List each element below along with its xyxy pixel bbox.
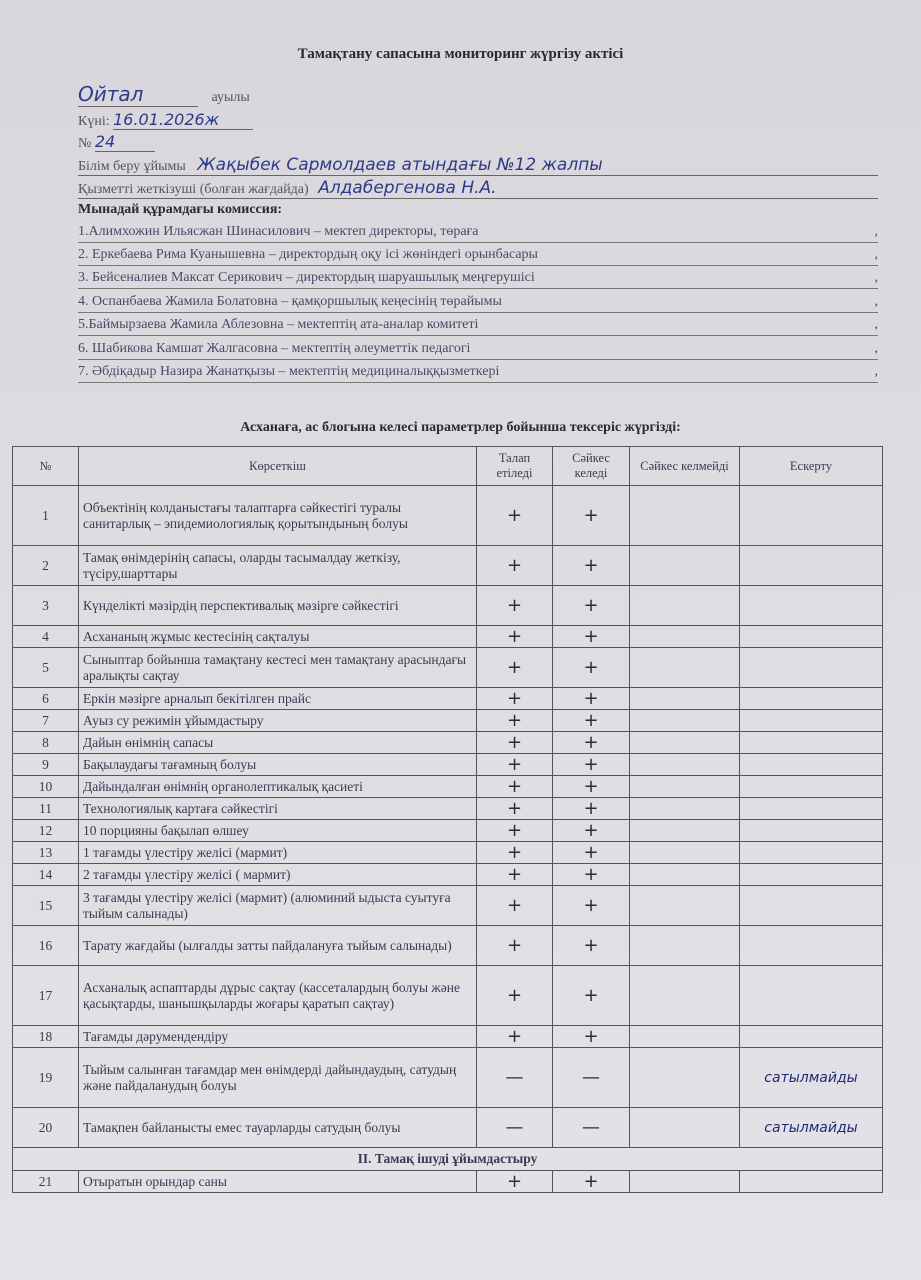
row-compliant-mark: + xyxy=(553,820,630,842)
row-number: 19 xyxy=(13,1048,79,1108)
row-number: 17 xyxy=(13,966,79,1026)
row-noncompliant-mark xyxy=(630,1108,740,1148)
row-compliant-mark: + xyxy=(553,966,630,1026)
row-noncompliant-mark xyxy=(630,798,740,820)
row-required-mark: + xyxy=(477,926,553,966)
date-label: Күні: xyxy=(78,114,110,129)
date-line xyxy=(78,110,253,130)
row-indicator: Дайындалған өнімнің органолептикалық қасиеті xyxy=(79,776,477,798)
row-note xyxy=(740,626,883,648)
table-row xyxy=(13,626,883,648)
table-row xyxy=(13,486,883,546)
table-row xyxy=(13,798,883,820)
table-row xyxy=(13,688,883,710)
row-required-mark: + xyxy=(477,842,553,864)
row-indicator: 3 тағамды үлестіру желісі (мармит) (алюминий ыдыста суытуға тыйым салынады) xyxy=(79,886,477,926)
row-required-mark: + xyxy=(477,710,553,732)
row-note xyxy=(740,966,883,1026)
row-note: сатылмайды xyxy=(740,1108,883,1148)
row-required-mark: + xyxy=(477,864,553,886)
row-noncompliant-mark xyxy=(630,586,740,626)
member-text: 5.Баймырзаева Жамила Аблезовна – мектептің ата-аналар комитеті xyxy=(78,317,479,332)
section-title: II. Тамақ ішуді ұйымдастыру xyxy=(13,1148,883,1171)
row-noncompliant-mark xyxy=(630,842,740,864)
member-comma: , xyxy=(874,270,878,285)
row-required-mark: + xyxy=(477,776,553,798)
table-row xyxy=(13,864,883,886)
row-note xyxy=(740,776,883,798)
row-number: 7 xyxy=(13,710,79,732)
table-row xyxy=(13,1026,883,1048)
row-compliant-mark: — xyxy=(553,1048,630,1108)
table-row xyxy=(13,546,883,586)
row-required-mark: + xyxy=(477,626,553,648)
row-compliant-mark: + xyxy=(553,732,630,754)
row-note xyxy=(740,688,883,710)
row-indicator: Технологиялық картаға сәйкестігі xyxy=(79,798,477,820)
row-number: 15 xyxy=(13,886,79,926)
table-row xyxy=(13,776,883,798)
row-note xyxy=(740,886,883,926)
provider-line xyxy=(78,178,878,199)
row-note xyxy=(740,486,883,546)
row-number: 10 xyxy=(13,776,79,798)
row-compliant-mark: + xyxy=(553,710,630,732)
member-text: 6. Шабикова Камшат Жалгасовна – мектептің әлеуметтік педагогі xyxy=(78,341,471,356)
row-indicator: Отыратын орындар саны xyxy=(79,1171,477,1193)
row-indicator: Бақылаудағы тағамның болуы xyxy=(79,754,477,776)
row-indicator: Күнделікті мәзірдің перспективалық мәзірге сәйкестігі xyxy=(79,586,477,626)
row-number: 14 xyxy=(13,864,79,886)
section-row xyxy=(13,1148,883,1171)
school-line xyxy=(78,155,878,176)
member-text: 2. Еркебаева Рима Куанышевна – директордың оқу ісі жөніндегі орынбасары xyxy=(78,247,538,262)
row-indicator: Асханалық аспаптарды дұрыс сақтау (кассеталардың болуы және қасықтарды, шанышқыларды жоғары қаратып сақтау) xyxy=(79,966,477,1026)
row-noncompliant-mark xyxy=(630,486,740,546)
row-note xyxy=(740,754,883,776)
row-required-mark: + xyxy=(477,546,553,586)
member-comma: , xyxy=(874,317,878,332)
row-number: 16 xyxy=(13,926,79,966)
provider-value: Алдабергенова Н.А. xyxy=(318,178,497,198)
row-indicator: Тамақпен байланысты емес тауарларды сатудың болуы xyxy=(79,1108,477,1148)
table-row xyxy=(13,966,883,1026)
row-indicator: Тыйым салынған тағамдар мен өнімдерді дайындаудың, сатудың және пайдаланудың болуы xyxy=(79,1048,477,1108)
inspection-subheading: Асханаға, ас блогына келесі параметрлер бойынша тексеріс жүргізді: xyxy=(240,420,681,435)
row-note xyxy=(740,842,883,864)
number-line xyxy=(78,132,155,152)
col-compliant-header: Сәйкес келеді xyxy=(553,447,630,486)
row-note xyxy=(740,926,883,966)
row-compliant-mark: + xyxy=(553,842,630,864)
table-row xyxy=(13,586,883,626)
row-indicator: 1 тағамды үлестіру желісі (мармит) xyxy=(79,842,477,864)
row-noncompliant-mark xyxy=(630,1048,740,1108)
table-row xyxy=(13,1048,883,1108)
table-row xyxy=(13,820,883,842)
row-indicator: 10 порцияны бақылап өлшеу xyxy=(79,820,477,842)
row-required-mark: + xyxy=(477,732,553,754)
row-indicator: Объектінің колданыстағы талаптарға сәйкестігі туралы санитарлық – эпидемиологиялық қорытындының болуы xyxy=(79,486,477,546)
row-noncompliant-mark xyxy=(630,1171,740,1193)
document-title: Тамақтану сапасына мониторинг жүргізу актісі xyxy=(297,46,624,62)
table-row xyxy=(13,732,883,754)
row-indicator: Сыныптар бойынша тамақтану кестесі мен тамақтану арасындағы аралықты сақтау xyxy=(79,648,477,688)
member-comma: , xyxy=(874,341,878,356)
row-required-mark: — xyxy=(477,1108,553,1148)
row-required-mark: + xyxy=(477,486,553,546)
row-compliant-mark: + xyxy=(553,546,630,586)
row-indicator: Асхананың жұмыс кестесінің сақталуы xyxy=(79,626,477,648)
row-indicator: Тарату жағдайы (ылғалды затты пайдалануға тыйым салынады) xyxy=(79,926,477,966)
row-indicator: Тамақ өнімдерінің сапасы, оларды тасымалдау жеткізу, түсіру,шарттары xyxy=(79,546,477,586)
row-required-mark: + xyxy=(477,886,553,926)
row-compliant-mark: — xyxy=(553,1108,630,1148)
village-value: Ойтал xyxy=(78,82,198,107)
commission-member xyxy=(78,292,878,313)
row-note xyxy=(740,546,883,586)
col-indicator-header: Көрсеткіш xyxy=(79,447,477,486)
row-number: 1 xyxy=(13,486,79,546)
row-noncompliant-mark xyxy=(630,1026,740,1048)
inspection-table xyxy=(12,446,883,1193)
table-row xyxy=(13,710,883,732)
school-label: Білім беру ұйымы xyxy=(78,159,186,174)
table-row xyxy=(13,842,883,864)
commission-label: Мынадай құрамдағы комиссия: xyxy=(78,202,283,217)
row-noncompliant-mark xyxy=(630,648,740,688)
row-compliant-mark: + xyxy=(553,486,630,546)
table-row xyxy=(13,754,883,776)
row-note xyxy=(740,710,883,732)
row-number: 21 xyxy=(13,1171,79,1193)
row-number: 11 xyxy=(13,798,79,820)
commission-member xyxy=(78,222,878,243)
row-number: 18 xyxy=(13,1026,79,1048)
member-comma: , xyxy=(874,294,878,309)
row-required-mark: + xyxy=(477,586,553,626)
commission-member xyxy=(78,315,878,336)
col-required-header: Талап етіледі xyxy=(477,447,553,486)
row-noncompliant-mark xyxy=(630,688,740,710)
row-number: 13 xyxy=(13,842,79,864)
row-compliant-mark: + xyxy=(553,1026,630,1048)
member-comma: , xyxy=(874,247,878,262)
row-note xyxy=(740,586,883,626)
row-noncompliant-mark xyxy=(630,546,740,586)
row-note: сатылмайды xyxy=(740,1048,883,1108)
row-noncompliant-mark xyxy=(630,820,740,842)
village-line xyxy=(78,82,250,107)
table-row xyxy=(13,926,883,966)
provider-label: Қызметті жеткізуші (болған жағдайда) xyxy=(78,182,309,197)
row-noncompliant-mark xyxy=(630,966,740,1026)
commission-member xyxy=(78,362,878,383)
date-value: 16.01.2026ж xyxy=(113,110,253,130)
row-number: 8 xyxy=(13,732,79,754)
row-required-mark: + xyxy=(477,648,553,688)
member-comma: , xyxy=(874,224,878,239)
row-required-mark: + xyxy=(477,820,553,842)
row-compliant-mark: + xyxy=(553,886,630,926)
member-text: 3. Бейсеналиев Максат Серикович – директордың шаруашылық меңгерушісі xyxy=(78,270,535,285)
row-note xyxy=(740,820,883,842)
row-noncompliant-mark xyxy=(630,864,740,886)
row-number: 6 xyxy=(13,688,79,710)
row-compliant-mark: + xyxy=(553,648,630,688)
row-number: 12 xyxy=(13,820,79,842)
row-noncompliant-mark xyxy=(630,754,740,776)
row-number: 20 xyxy=(13,1108,79,1148)
row-compliant-mark: + xyxy=(553,926,630,966)
table-row xyxy=(13,1171,883,1193)
row-note xyxy=(740,1171,883,1193)
row-compliant-mark: + xyxy=(553,688,630,710)
row-note xyxy=(740,648,883,688)
row-compliant-mark: + xyxy=(553,776,630,798)
row-note xyxy=(740,864,883,886)
row-required-mark: + xyxy=(477,798,553,820)
col-noncompliant-header: Сәйкес келмейді xyxy=(630,447,740,486)
member-text: 4. Оспанбаева Жамила Болатовна – қамқоршылық кеңесінің төрайымы xyxy=(78,294,502,309)
row-number: 4 xyxy=(13,626,79,648)
row-compliant-mark: + xyxy=(553,1171,630,1193)
row-note xyxy=(740,1026,883,1048)
row-required-mark: + xyxy=(477,688,553,710)
row-compliant-mark: + xyxy=(553,586,630,626)
number-label: № xyxy=(78,136,92,151)
table-row xyxy=(13,648,883,688)
school-value: Жақыбек Сармолдаев атындағы №12 жалпы xyxy=(197,155,603,175)
row-indicator: Еркін мәзірге арналып бекітілген прайс xyxy=(79,688,477,710)
row-compliant-mark: + xyxy=(553,754,630,776)
row-number: 5 xyxy=(13,648,79,688)
village-label: ауылы xyxy=(211,90,250,105)
row-compliant-mark: + xyxy=(553,864,630,886)
row-note xyxy=(740,798,883,820)
row-required-mark: + xyxy=(477,1171,553,1193)
row-number: 3 xyxy=(13,586,79,626)
row-indicator: Ауыз су режимін ұйымдастыру xyxy=(79,710,477,732)
row-indicator: Тағамды дәрумендендіру xyxy=(79,1026,477,1048)
number-value: 24 xyxy=(95,132,155,152)
row-indicator: Дайын өнімнің сапасы xyxy=(79,732,477,754)
row-noncompliant-mark xyxy=(630,710,740,732)
row-noncompliant-mark xyxy=(630,886,740,926)
row-indicator: 2 тағамды үлестіру желісі ( мармит) xyxy=(79,864,477,886)
member-text: 1.Алимхожин Ильясжан Шинасилович – мектеп директоры, төраға xyxy=(78,224,479,239)
table-row xyxy=(13,1108,883,1148)
col-number-header: № xyxy=(13,447,79,486)
table-row xyxy=(13,886,883,926)
row-number: 2 xyxy=(13,546,79,586)
row-required-mark: + xyxy=(477,966,553,1026)
row-number: 9 xyxy=(13,754,79,776)
member-comma: , xyxy=(874,364,878,379)
row-noncompliant-mark xyxy=(630,626,740,648)
commission-member xyxy=(78,339,878,360)
row-compliant-mark: + xyxy=(553,626,630,648)
commission-member xyxy=(78,245,878,266)
row-note xyxy=(740,732,883,754)
row-required-mark: — xyxy=(477,1048,553,1108)
member-text: 7. Әбдіқадыр Назира Жанатқызы – мектептің медициналыққызметкері xyxy=(78,364,500,379)
row-noncompliant-mark xyxy=(630,776,740,798)
row-required-mark: + xyxy=(477,1026,553,1048)
col-note-header: Ескерту xyxy=(740,447,883,486)
commission-member xyxy=(78,268,878,289)
row-noncompliant-mark xyxy=(630,926,740,966)
row-noncompliant-mark xyxy=(630,732,740,754)
row-required-mark: + xyxy=(477,754,553,776)
table-header-row xyxy=(13,447,883,486)
row-compliant-mark: + xyxy=(553,798,630,820)
